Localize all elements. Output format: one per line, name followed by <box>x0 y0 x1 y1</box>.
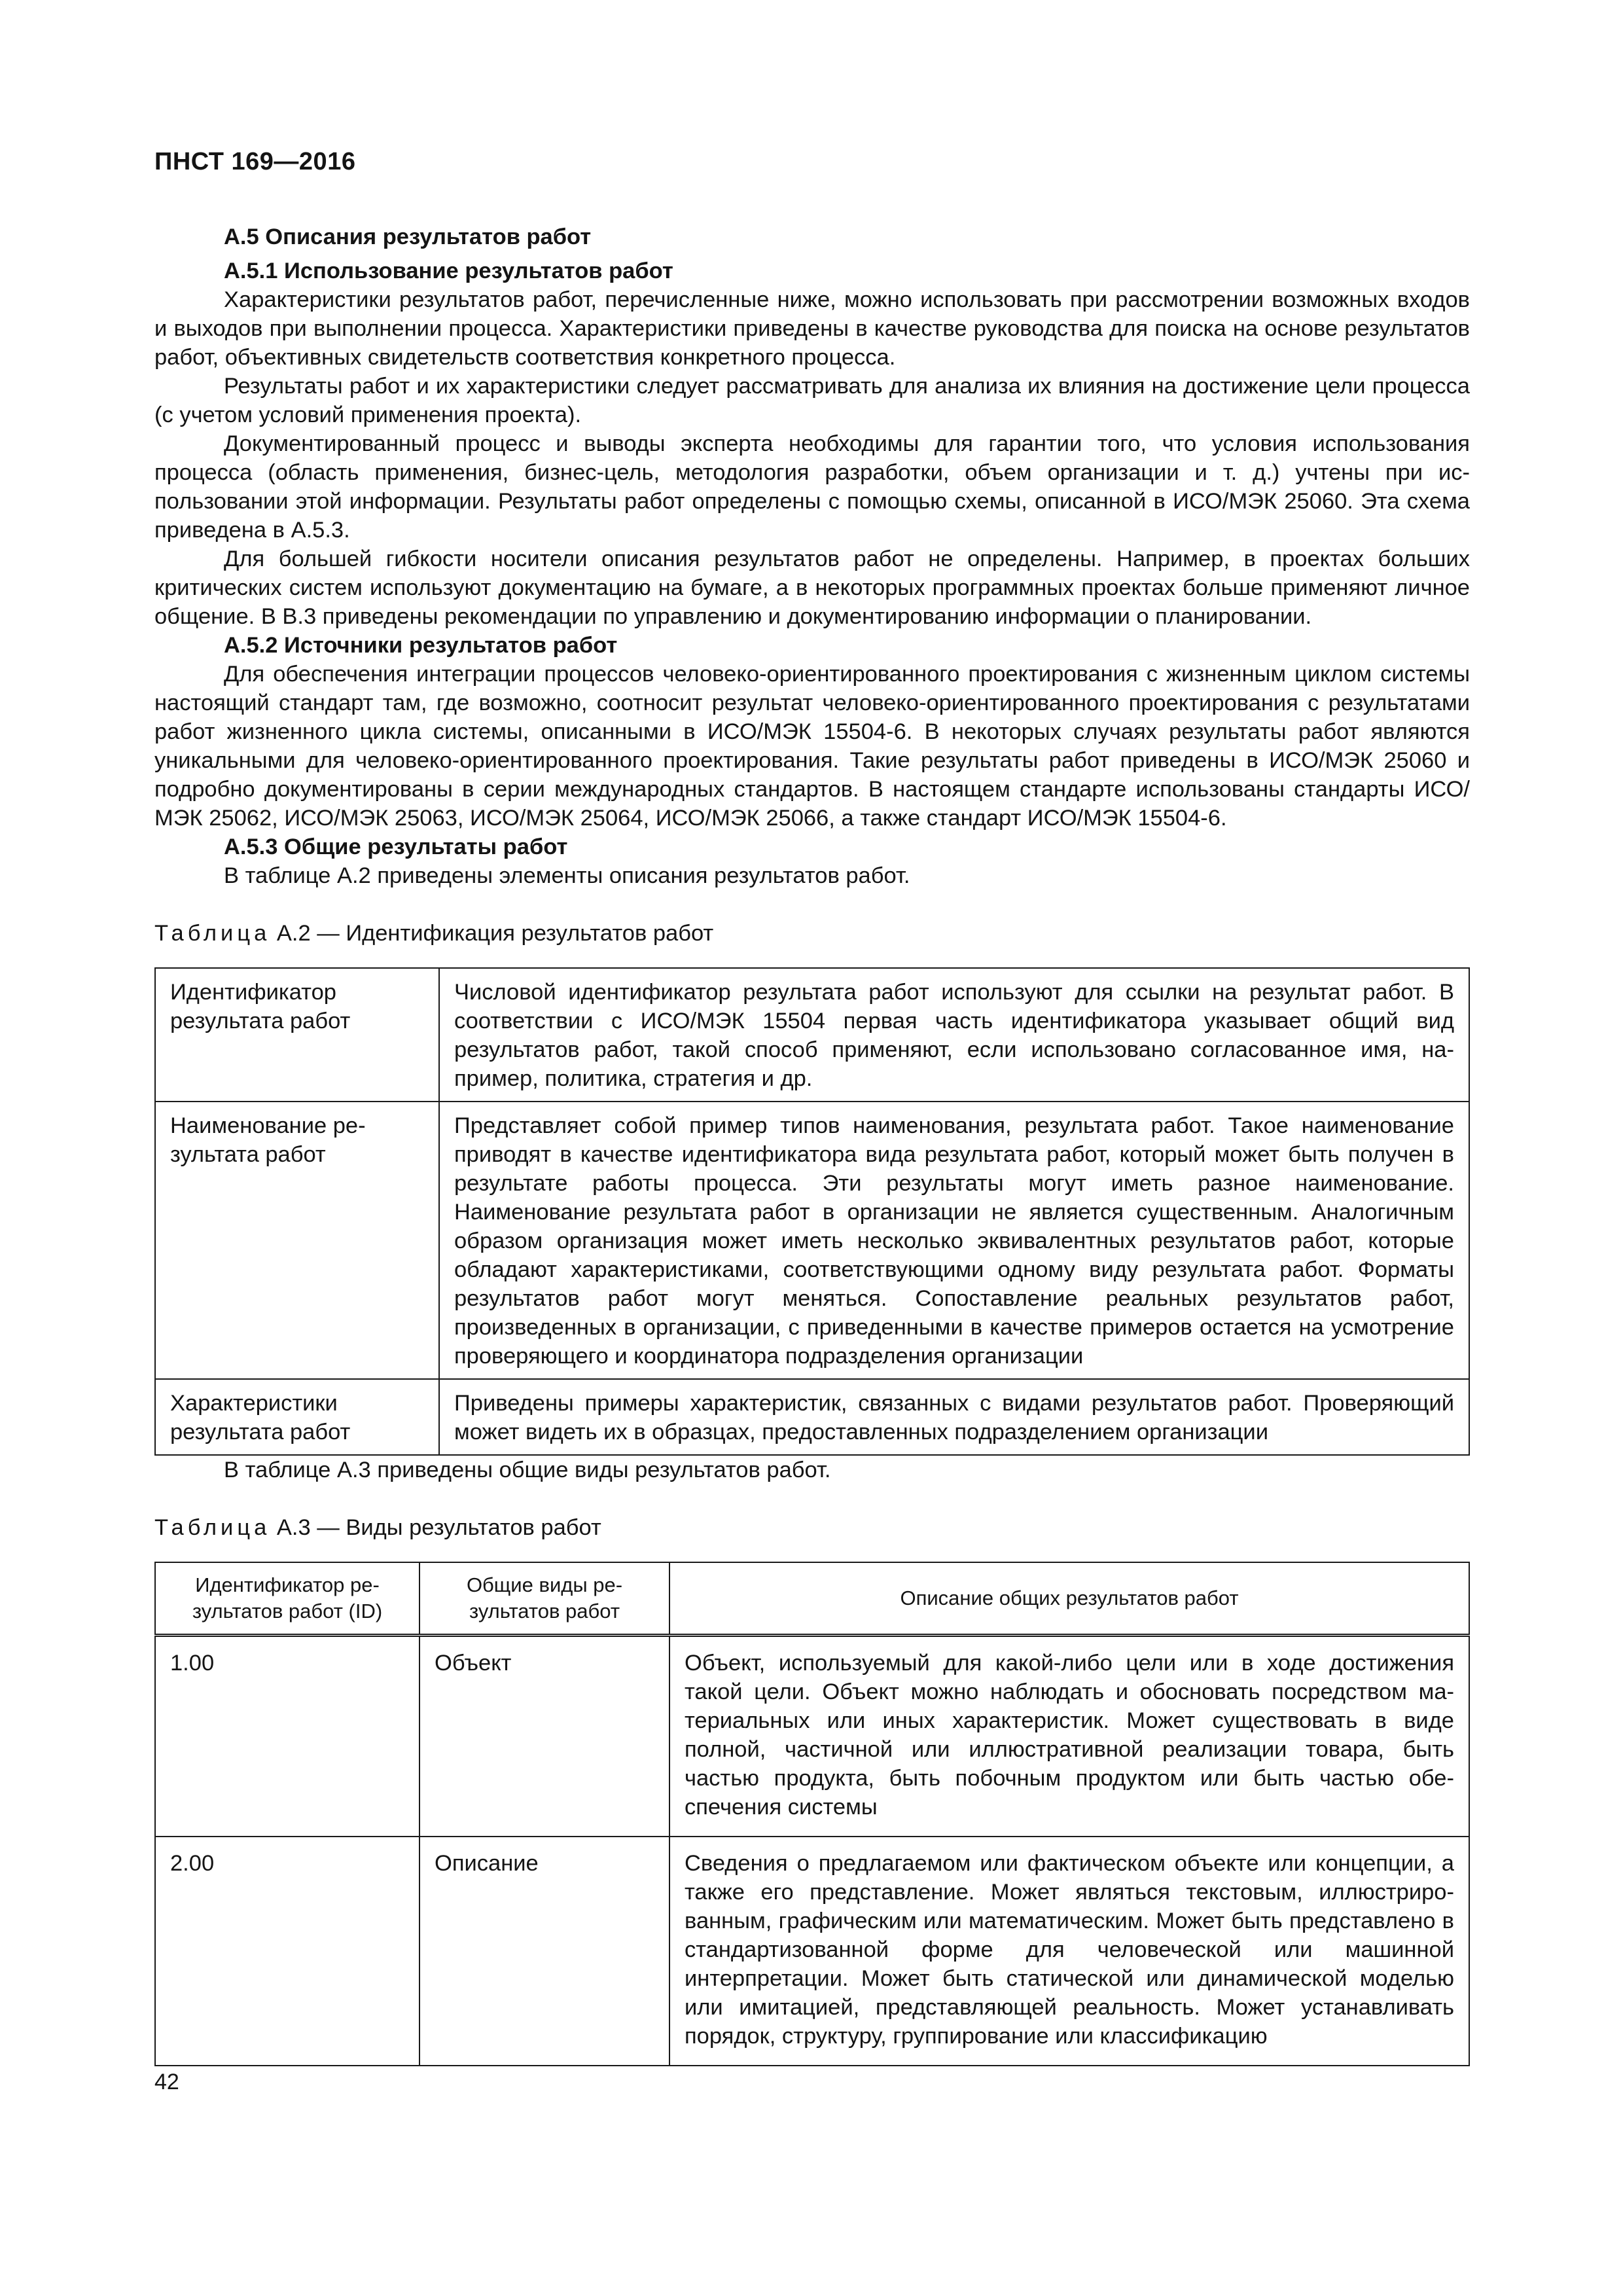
table-cell-id: 2.00 <box>155 1837 419 2066</box>
table-cell-description: Объект, используемый для какой-либо цели или в ходе достижения такой цели. Объект можно наблюдать и обосновать посредством материальных или иных характеристик. Может существовать в виде полной, частичной или иллюстративной реализации товара, быть частью продукта, быть побочным продуктом или быть частью обеспечения системы <box>669 1636 1469 1837</box>
paragraph: Результаты работ и их характеристики следует рассматривать для анализа их влияния на достижение цели процесса (с учетом условий применения проекта). <box>154 374 1470 427</box>
table-cell-term: Наименование результата работ <box>155 1102 439 1379</box>
section-a5-title: А.5 Описания результатов работ <box>224 224 592 249</box>
caption-word: Таблица <box>154 1515 271 1540</box>
table-cell-definition: Представляет собой пример типов наименования, результата работ. Такое наименование приводят в качестве идентификатора вида результата работ, который может быть получен в результате работы процесса. Эти результаты могут иметь разное наименование. Наименование результата работ в организации не является существенным. Аналогичным образом организация может иметь несколько эквивалентных результатов работ, которые обладают характеристиками, соответствующими одному виду результата работ. Форматы результатов работ могут меняться. Сопоставление реальных результатов работ, произведенных в организации, с приведенными в качестве примеров остается на усмотрение проверяющего и координатора подразделения организации <box>439 1102 1469 1379</box>
table-cell-definition: Числовой идентификатор результата работ используют для ссылки на результат работ. В соответствии с ИСО/МЭК 15504 первая часть идентификатора указывает общий вид результатов работ, такой способ применяют, если использовано согласованное имя, например, политика, стратегия и др. <box>439 968 1469 1102</box>
table-row <box>155 1837 1469 2066</box>
table-cell-term: Идентификатор результата работ <box>155 968 439 1102</box>
table-row <box>155 968 1469 1102</box>
table-header-kind: Общие виды результатов работ <box>419 1562 669 1636</box>
section-a52-title: А.5.2 Источники результатов работ <box>224 633 618 658</box>
table-row <box>155 1102 1469 1379</box>
table-a3-caption <box>154 1513 1470 1542</box>
table-header-id: Идентификатор результатов работ (ID) <box>155 1562 419 1636</box>
table-a2 <box>154 967 1470 1456</box>
paragraph: В таблице А.2 приведены элементы описания результатов работ. <box>224 863 910 888</box>
table-row <box>155 1379 1469 1455</box>
caption-text: А.2 — Идентификация результатов работ <box>270 921 714 946</box>
table-cell-description: Сведения о предлагаемом или фактическом объекте или концепции, а также его представление. Может являться текстовым, иллюстрированным, графическим или математическим. Может быть представлено в стандартизованной форме для человеческой или машинной интерпретации. Может быть статической или динамической моделью или имитацией, представляющей реальность. Может устанавливать порядок, структуру, группирование или классификацию <box>669 1837 1469 2066</box>
table-cell-definition: Приведены примеры характеристик, связанных с видами результатов работ. Проверяющий может видеть их в образцах, предоставленных подразделением организации <box>439 1379 1469 1455</box>
table-cell-kind: Объект <box>419 1636 669 1837</box>
paragraph: Характеристики результатов работ, перечисленные ниже, можно использовать при рассмотрении возможных входов и выходов при выполнении процесса. Характеристики приведены в качестве руководства для поиска на основе результатов работ, объективных свидетельств соответствия конкретного процесса. <box>154 287 1470 370</box>
table-header-description: Описание общих результатов работ <box>669 1562 1469 1636</box>
table-cell-term: Характеристики результата работ <box>155 1379 439 1455</box>
caption-text: А.3 — Виды результатов работ <box>270 1515 601 1540</box>
paragraph: В таблице А.3 приведены общие виды результатов работ. <box>224 1458 831 1482</box>
table-row <box>155 1636 1469 1837</box>
table-header-row <box>155 1562 1469 1636</box>
table-cell-kind: Описание <box>419 1837 669 2066</box>
section-a53-title: А.5.3 Общие результаты работ <box>224 834 568 859</box>
page-number: 42 <box>154 2070 179 2094</box>
page-content <box>154 223 1470 2066</box>
table-a3 <box>154 1562 1470 2066</box>
paragraph: Для большей гибкости носители описания результатов работ не определены. Например, в проектах больших критических систем используют документацию на бумаге, а в некоторых программных проектах больше применяют личное общение. В В.3 приведены рекомендации по управлению и документированию информации о планировании. <box>154 547 1470 629</box>
table-a2-caption <box>154 919 1470 948</box>
paragraph: Для обеспечения интеграции процессов человеко-ориентированного проектирования с жизненным циклом системы настоящий стандарт там, где возможно, соотносит результат человеко-ориентированного проектирования с результатами работ жизненного цикла системы, описанными в ИСО/МЭК 15504-6. В некоторых случаях результаты работ являются уникальными для человеко-ориентированного проектирования. Такие результаты работ приведены в ИСО/МЭК 25060 и подробно документированы в серии международных стандартов. В настоящем стандарте использованы стандарты ИСО/МЭК 25062, ИСО/МЭК 25063, ИСО/МЭК 25064, ИСО/МЭК 25066, а также стандарт ИСО/МЭК 15504-6. <box>154 662 1470 831</box>
caption-word: Таблица <box>154 921 271 946</box>
table-cell-id: 1.00 <box>155 1636 419 1837</box>
document-code: ПНСТ 169—2016 <box>154 148 356 175</box>
paragraph: Документированный процесс и выводы эксперта необходимы для гарантии того, что условия использования процесса (область применения, бизнес-цель, методология разработки, объем организации и т. д.) учтены при использовании этой информации. Результаты работ определены с помощью схемы, описанной в ИСО/МЭК 25060. Эта схема приведена в А.5.3. <box>154 431 1470 543</box>
section-a51-title: А.5.1 Использование результатов работ <box>224 259 673 283</box>
